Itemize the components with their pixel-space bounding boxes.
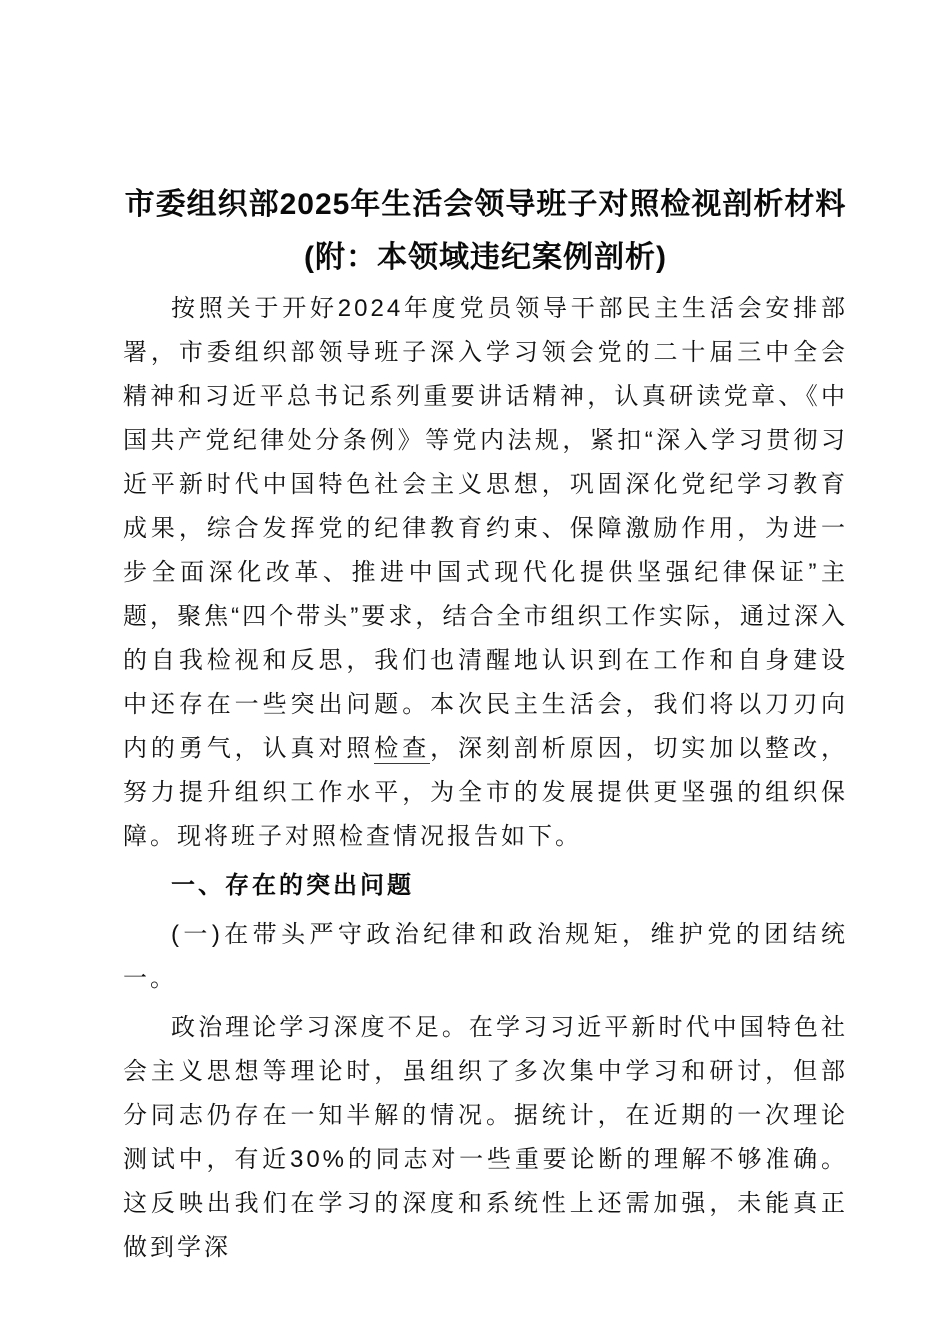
text-segment: 政治理论学习深度不足。在学习习近平新时代中国特色社会主义思想等理论时，虽组织了多次集中学习和研讨，但部分同志仍存在一知半解的情况。据统计，在近期的一次理论测试中，有近30%的同志对一些重要论断的理解不够准确。这反映出我们在学习的深度和系统性上还需加强，未能真正做到学深 xyxy=(123,1014,848,1261)
paragraph-issue-1 xyxy=(123,1006,848,1270)
text-segment: 一、存在的突出问题 xyxy=(171,872,414,899)
paragraph-intro xyxy=(123,287,848,859)
text-segment: ，深刻剖析原因，切实加以整改，努力提升组织工作水平，为全市的发展提供更坚强的组织保障。现将班子对照检查情况报告如下。 xyxy=(123,735,849,850)
document-title-line-1: 市委组织部2025年生活会领导班子对照检视剖析材料 xyxy=(124,188,847,221)
text-segment: 按照关于开好2024年度党员领导干部民主生活会安排部署，市委组织部领导班子深入学习领会党的二十届三中全会精神和习近平总书记系列重要讲话精神，认真研读党章、《中国共产党纪律处分条例》等党内法规，紧扣“深入学习贯彻习近平新时代中国特色社会主义思想，巩固深化党纪学习教育成果，综合发挥党的纪律教育约束、保障激励作用，为进一步全面深化改革、推进中国式现代化提供坚强纪律保证”主题，聚焦“四个带头”要求，结合全市组织工作实际，通过深入的自我检视和反思，我们也清醒地认识到在工作和自身建设中还存在一些突出问题。本次民主生活会，我们将以刀刃向内的勇气，认真对照 xyxy=(123,295,848,762)
document-title xyxy=(123,178,848,284)
document-title-line-2: (附：本领域违纪案例剖析) xyxy=(304,241,667,274)
heading-section-1 xyxy=(123,864,848,908)
subheading-item-1 xyxy=(123,913,848,1001)
text-segment: (一)在带头严守政治纪律和政治规矩，维护党的团结统一。 xyxy=(123,921,848,992)
document-body xyxy=(123,287,848,1270)
underlined-text: 检查 xyxy=(374,735,431,762)
